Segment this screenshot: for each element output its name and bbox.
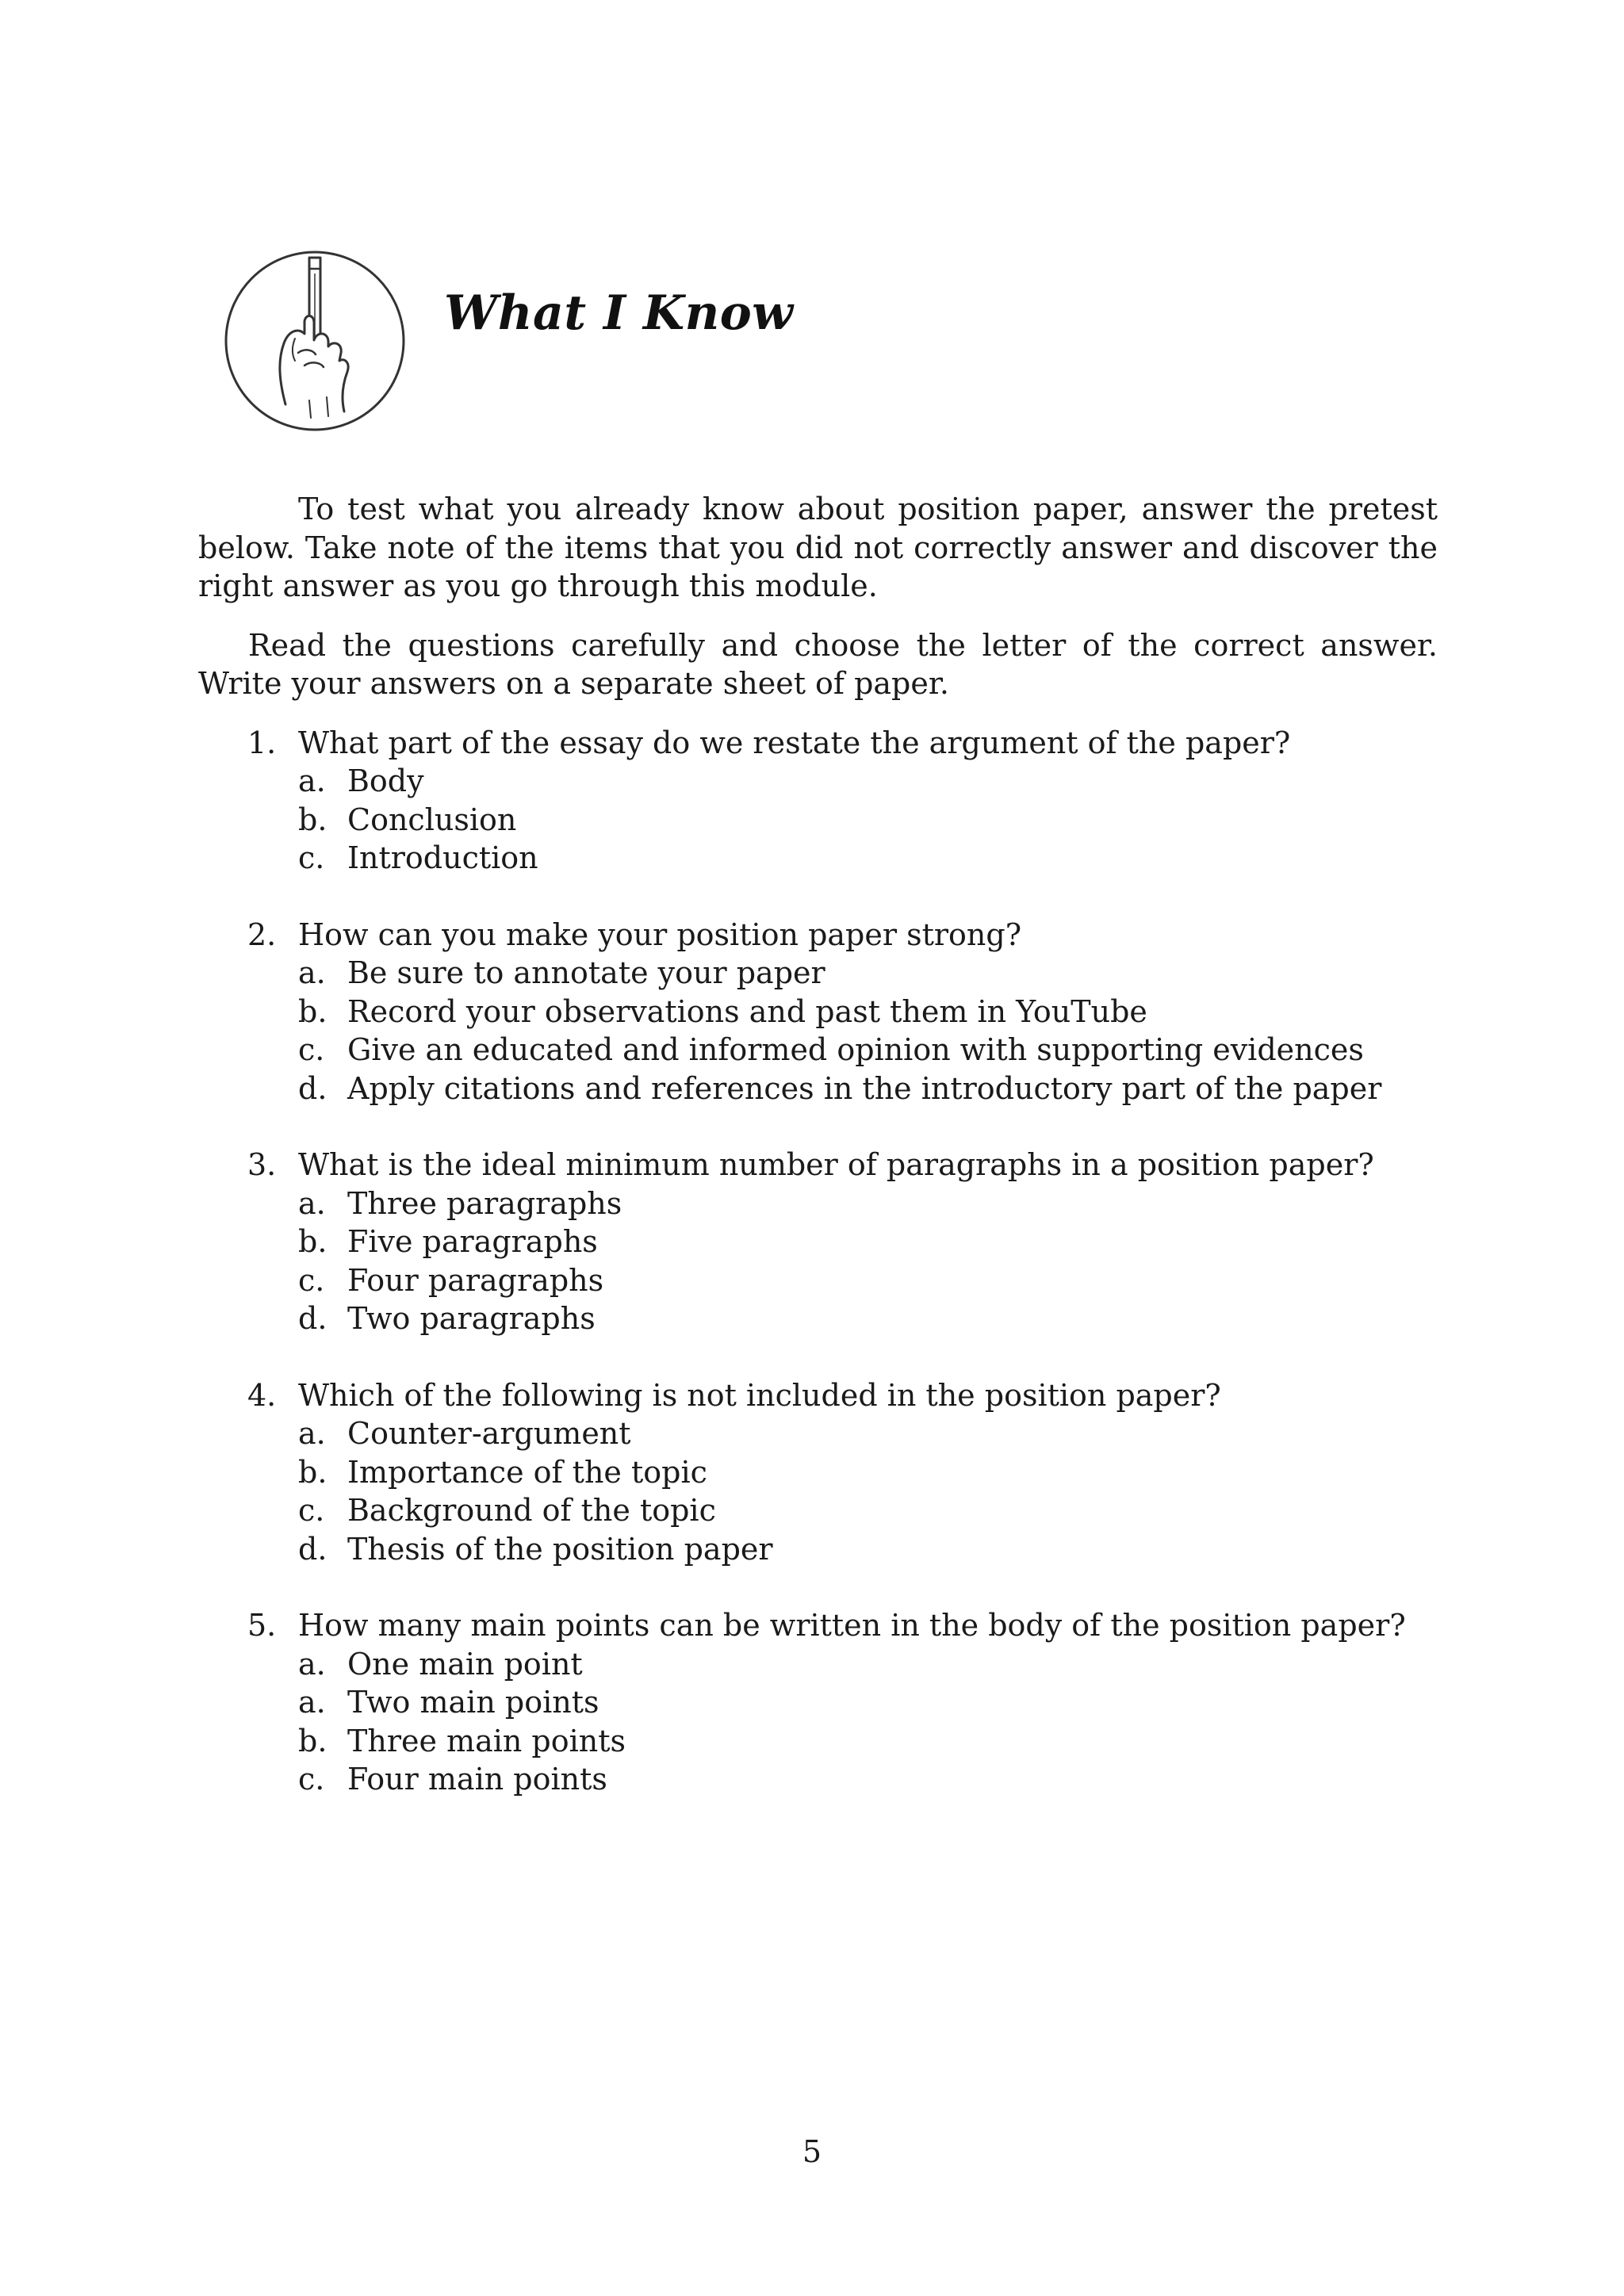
option-letter: c. <box>298 1262 325 1298</box>
option-text: Two main points <box>347 1685 599 1720</box>
hand-holding-pencil-icon <box>216 242 414 440</box>
option-text: Four main points <box>347 1762 607 1797</box>
option-text: Three paragraphs <box>347 1185 622 1221</box>
question-number: 3. <box>247 1147 277 1182</box>
question-list <box>198 724 1438 1799</box>
answer-option <box>198 1645 1438 1684</box>
question-item <box>198 1606 1438 1799</box>
option-letter: c. <box>298 840 325 875</box>
option-letter: b. <box>298 1454 327 1490</box>
question-stem <box>198 916 1438 955</box>
answer-option <box>198 1530 1438 1569</box>
answer-options <box>198 1184 1438 1338</box>
option-text: Background of the topic <box>347 1493 716 1528</box>
option-text: Five paragraphs <box>347 1224 598 1259</box>
question-text: Which of the following is not included in the position paper? <box>298 1377 1221 1413</box>
option-letter: c. <box>298 1493 325 1528</box>
question-number: 4. <box>247 1377 277 1413</box>
module-content <box>198 490 1438 1799</box>
option-letter: d. <box>298 1531 327 1567</box>
answer-option <box>198 839 1438 878</box>
answer-options <box>198 954 1438 1108</box>
answer-option <box>198 1491 1438 1530</box>
answer-options <box>198 762 1438 878</box>
option-text: Counter-argument <box>347 1416 631 1451</box>
answer-option <box>198 1223 1438 1261</box>
answer-option <box>198 1031 1438 1070</box>
option-text: Record your observations and past them in YouTube <box>347 993 1147 1029</box>
answer-option <box>198 993 1438 1031</box>
option-letter: d. <box>298 1301 327 1336</box>
answer-option <box>198 1299 1438 1338</box>
option-letter: a. <box>298 1185 326 1221</box>
page-number: 5 <box>802 2134 822 2169</box>
question-text: What is the ideal minimum number of paragraphs in a position paper? <box>298 1147 1374 1182</box>
option-letter: a. <box>298 1646 326 1682</box>
answer-option <box>198 1414 1438 1453</box>
option-text: Body <box>347 763 424 798</box>
option-text: Three main points <box>347 1723 626 1758</box>
question-number: 2. <box>247 916 277 952</box>
question-stem <box>198 1146 1438 1184</box>
option-text: Give an educated and informed opinion with supporting evidences <box>347 1032 1364 1067</box>
option-text: Conclusion <box>347 802 517 837</box>
question-number: 5. <box>247 1608 277 1643</box>
question-text: How many main points can be written in the body of the position paper? <box>298 1608 1406 1643</box>
answer-options <box>198 1414 1438 1568</box>
option-letter: b. <box>298 993 327 1029</box>
answer-option <box>198 1722 1438 1761</box>
option-letter: b. <box>298 1224 327 1259</box>
question-text: How can you make your position paper strong? <box>298 916 1022 952</box>
question-stem <box>198 724 1438 763</box>
option-text: Two paragraphs <box>347 1301 596 1336</box>
answer-option <box>198 1683 1438 1722</box>
question-item <box>198 916 1438 1108</box>
intro-paragraph: To test what you already know about position paper, answer the pretest below. Take note of the items that you did not correctly answer and discover the right answer as you go through this module. <box>198 492 1438 603</box>
option-letter: b. <box>298 1723 327 1758</box>
option-text: Introduction <box>347 840 538 875</box>
option-letter: a. <box>298 1416 326 1451</box>
page-title: What I Know <box>444 285 794 341</box>
question-item <box>198 724 1438 878</box>
answer-option <box>198 1760 1438 1799</box>
option-letter: a. <box>298 1685 326 1720</box>
answer-options <box>198 1645 1438 1799</box>
question-item <box>198 1376 1438 1569</box>
option-text: Importance of the topic <box>347 1454 707 1490</box>
option-letter: c. <box>298 1032 325 1067</box>
option-text: Apply citations and references in the introductory part of the paper <box>347 1070 1382 1106</box>
option-letter: c. <box>298 1762 325 1797</box>
question-item <box>198 1146 1438 1338</box>
answer-option <box>198 1070 1438 1108</box>
answer-option <box>198 762 1438 801</box>
answer-option <box>198 1453 1438 1492</box>
option-letter: d. <box>298 1070 327 1106</box>
option-text: Be sure to annotate your paper <box>347 955 825 990</box>
answer-option <box>198 1261 1438 1300</box>
option-text: Thesis of the position paper <box>347 1531 773 1567</box>
option-letter: a. <box>298 955 326 990</box>
question-text: What part of the essay do we restate the argument of the paper? <box>298 725 1291 760</box>
question-stem <box>198 1376 1438 1415</box>
answer-option <box>198 801 1438 840</box>
option-text: One main point <box>347 1646 583 1682</box>
option-letter: b. <box>298 802 327 837</box>
instructions-paragraph: Read the questions carefully and choose the letter of the correct answer. Write your answers on a separate sheet of paper. <box>198 627 1438 701</box>
option-text: Four paragraphs <box>347 1262 604 1298</box>
question-number: 1. <box>247 725 277 760</box>
answer-option <box>198 1184 1438 1223</box>
answer-option <box>198 954 1438 993</box>
question-stem <box>198 1606 1438 1645</box>
option-letter: a. <box>298 763 326 798</box>
